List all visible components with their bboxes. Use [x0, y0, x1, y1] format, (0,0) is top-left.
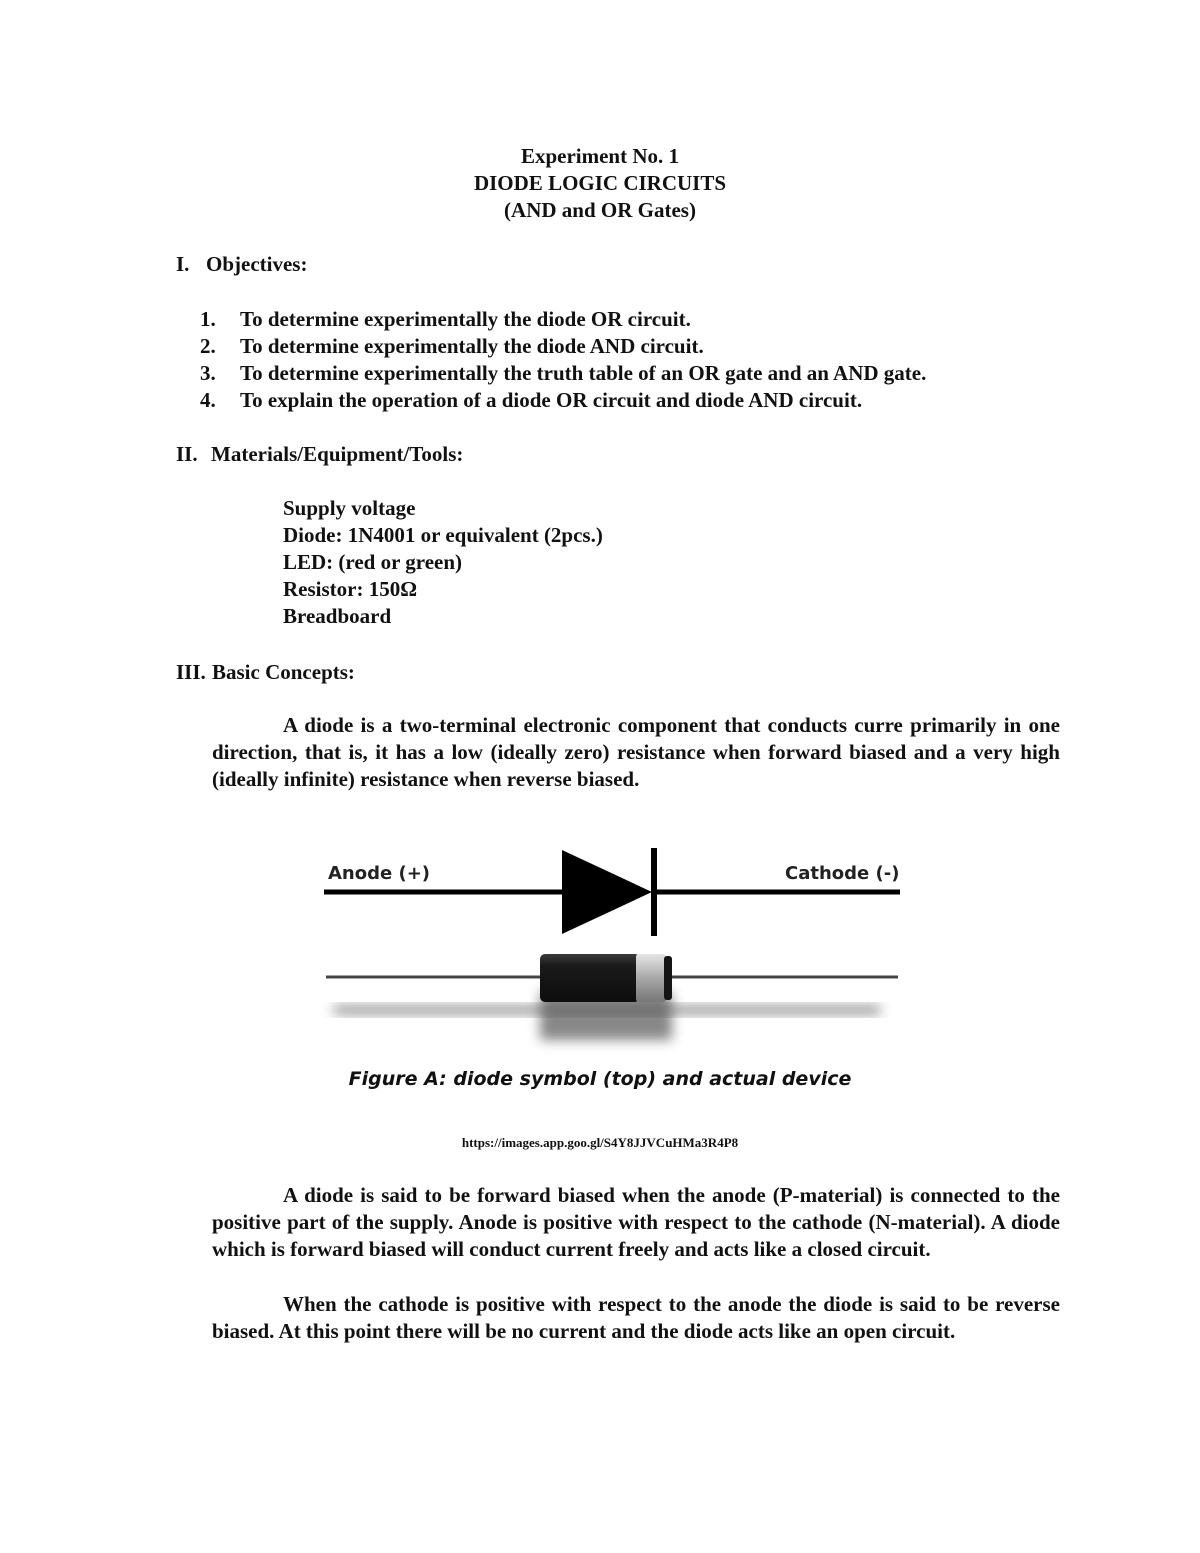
- objective-text: To explain the operation of a diode OR circuit and diode AND circuit.: [240, 388, 863, 412]
- section-objectives-heading: [176, 252, 307, 277]
- objective-text: To determine experimentally the diode AND circuit.: [240, 334, 704, 358]
- section-number: III.: [176, 660, 206, 684]
- objective-item: [200, 307, 691, 332]
- objective-number: 2.: [200, 334, 216, 358]
- objective-text: To determine experimentally the truth table of an OR gate and an AND gate.: [240, 361, 927, 385]
- image-source-url: https://images.app.goo.gl/S4Y8JJVCuHMa3R4P8: [461, 1135, 739, 1150]
- figure-caption: Figure A: diode symbol (top) and actual device: [348, 1068, 852, 1090]
- experiment-subtitle: (AND and OR Gates): [504, 198, 696, 222]
- section-title: Materials/Equipment/Tools:: [211, 442, 464, 466]
- section-title: Objectives:: [206, 252, 308, 276]
- section-concepts-heading: [176, 660, 355, 685]
- device-body: [540, 954, 640, 1002]
- paragraph-text: A diode is said to be forward biased when the anode (P-material) is connected to the positive part of the supply. Anode is positive with respect to the cathode (N-material). A diode which is forward biased will conduct current freely and acts like a closed circuit.: [212, 1183, 1060, 1261]
- material-item: Resistor: 150Ω: [283, 577, 418, 601]
- material-item: LED: (red or green): [283, 550, 463, 574]
- paragraph-text: A diode is a two-terminal electronic component that conducts curre primarily in one direction, that is, it has a low (ideally zero) resistance when forward biased and a very high (ideally infinite) resistance when reverse biased.: [212, 713, 1060, 791]
- material-item: Supply voltage: [283, 496, 416, 520]
- paragraph-text: When the cathode is positive with respect to the anode the diode is said to be reverse biased. At this point there will be no current and the diode acts like an open circuit.: [212, 1292, 1060, 1343]
- diode-figure: [322, 842, 904, 1062]
- section-number: II.: [176, 442, 198, 466]
- section-materials-heading: [176, 442, 463, 467]
- objective-item: [200, 361, 926, 386]
- objective-number: 4.: [200, 388, 216, 412]
- material-item: Breadboard: [283, 604, 392, 628]
- paragraph-forward-bias: [212, 1182, 1060, 1263]
- cathode-label: Cathode (-): [785, 863, 900, 884]
- objective-item: [200, 388, 862, 413]
- objective-text: To determine experimentally the diode OR circuit.: [240, 307, 691, 331]
- material-item: Diode: 1N4001 or equivalent (2pcs.): [283, 523, 603, 547]
- anode-label: Anode (+): [328, 863, 431, 884]
- objective-item: [200, 334, 704, 359]
- paragraph-reverse-bias: [212, 1291, 1060, 1345]
- cathode-band: [636, 954, 666, 1002]
- section-title: Basic Concepts:: [212, 660, 355, 684]
- objective-number: 3.: [200, 361, 216, 385]
- experiment-number: Experiment No. 1: [520, 144, 680, 168]
- paragraph-diode-definition: [212, 712, 1060, 793]
- objective-number: 1.: [200, 307, 216, 331]
- section-number: I.: [176, 252, 190, 276]
- diode-triangle: [562, 850, 652, 934]
- experiment-title: DIODE LOGIC CIRCUITS: [473, 171, 727, 195]
